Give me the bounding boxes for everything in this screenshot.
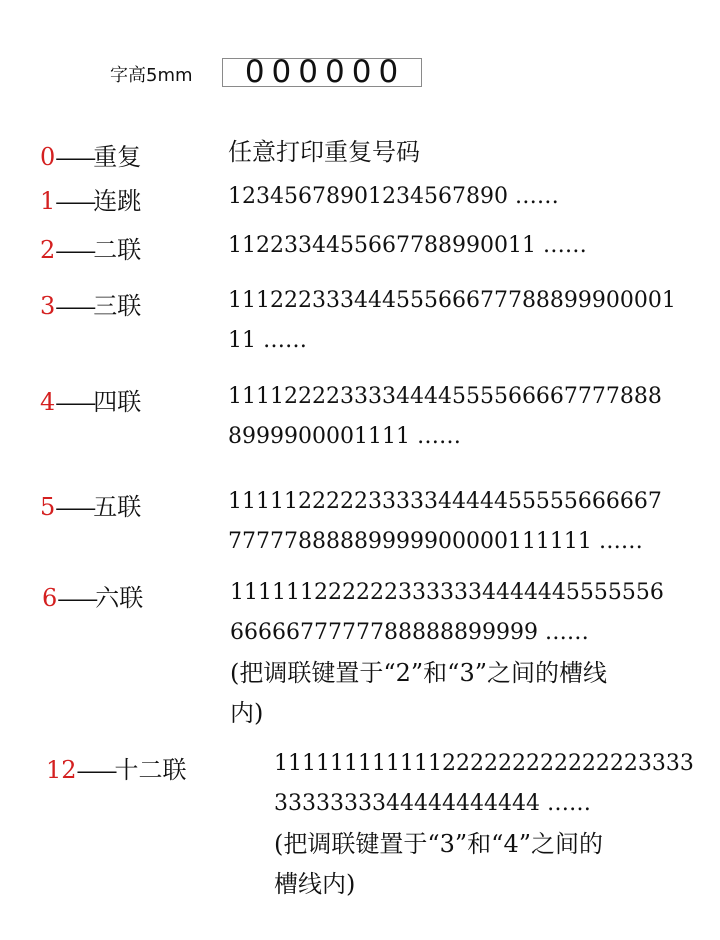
mode-name: 重复 [93, 143, 142, 171]
mode-number: 1 [40, 187, 56, 215]
description-line: 任意打印重复号码 [228, 138, 420, 166]
mode-description-2 [228, 226, 587, 266]
description-line: 1122334455667788990011 …… [228, 233, 587, 258]
description-line: 1111222233334444555566667777888 [228, 384, 662, 409]
mode-description-4 [228, 377, 662, 457]
mode-row-12 [46, 750, 187, 785]
mode-dash: —— [55, 391, 94, 416]
mode-name: 五联 [93, 493, 142, 521]
mode-row-1 [40, 181, 141, 216]
description-line: 12345678901234567890 …… [228, 184, 559, 209]
mode-dash: —— [55, 295, 94, 320]
description-line: 11122233344455566677788899900001 [228, 288, 676, 313]
mode-dash: —— [55, 239, 94, 264]
description-note: 槽线内) [274, 870, 356, 898]
mode-description-6 [230, 573, 664, 733]
mode-name: 六联 [95, 584, 144, 612]
mode-number: 3 [40, 292, 56, 320]
description-line: 77777888889999900000111111 …… [228, 529, 643, 554]
mode-dash: —— [55, 496, 94, 521]
mode-row-6 [42, 578, 143, 613]
description-note: (把调联键置于“3”和“4”之间的 [274, 830, 603, 858]
mode-description-3 [228, 281, 676, 361]
mode-description-0 [228, 132, 420, 172]
description-line: 111111111111222222222222223333 [274, 751, 694, 776]
mode-row-5 [40, 487, 141, 522]
description-note: (把调联键置于“2”和“3”之间的槽线 [230, 659, 607, 687]
mode-number: 5 [40, 493, 56, 521]
sample-digits-box: 000000 [222, 58, 422, 87]
mode-description-5 [228, 482, 662, 562]
mode-number: 12 [46, 756, 77, 784]
mode-description-12 [274, 744, 694, 904]
description-line: 1111122222333334444455555666667 [228, 489, 662, 514]
description-line: 6666677777788888899999 …… [230, 620, 589, 645]
mode-dash: —— [76, 759, 115, 784]
description-line: 3333333344444444444 …… [274, 791, 591, 816]
mode-name: 连跳 [93, 187, 142, 215]
mode-dash: —— [57, 587, 96, 612]
mode-name: 四联 [93, 388, 142, 416]
mode-dash: —— [55, 146, 94, 171]
description-line: 8999900001111 …… [228, 424, 461, 449]
char-height-label: 字高5mm [110, 65, 193, 86]
mode-number: 4 [40, 388, 56, 416]
mode-row-3 [40, 286, 141, 321]
description-line: 1111112222223333334444445555556 [230, 580, 664, 605]
description-line: 11 …… [228, 328, 307, 353]
mode-number: 0 [40, 143, 56, 171]
mode-row-2 [40, 230, 141, 265]
mode-dash: —— [55, 190, 94, 215]
description-note: 内) [230, 699, 264, 727]
mode-name: 二联 [93, 236, 142, 264]
mode-number: 2 [40, 236, 56, 264]
mode-row-0 [40, 137, 141, 172]
mode-name: 三联 [93, 292, 142, 320]
mode-row-4 [40, 382, 141, 417]
mode-description-1 [228, 177, 559, 217]
mode-number: 6 [42, 584, 58, 612]
mode-name: 十二联 [114, 756, 187, 784]
